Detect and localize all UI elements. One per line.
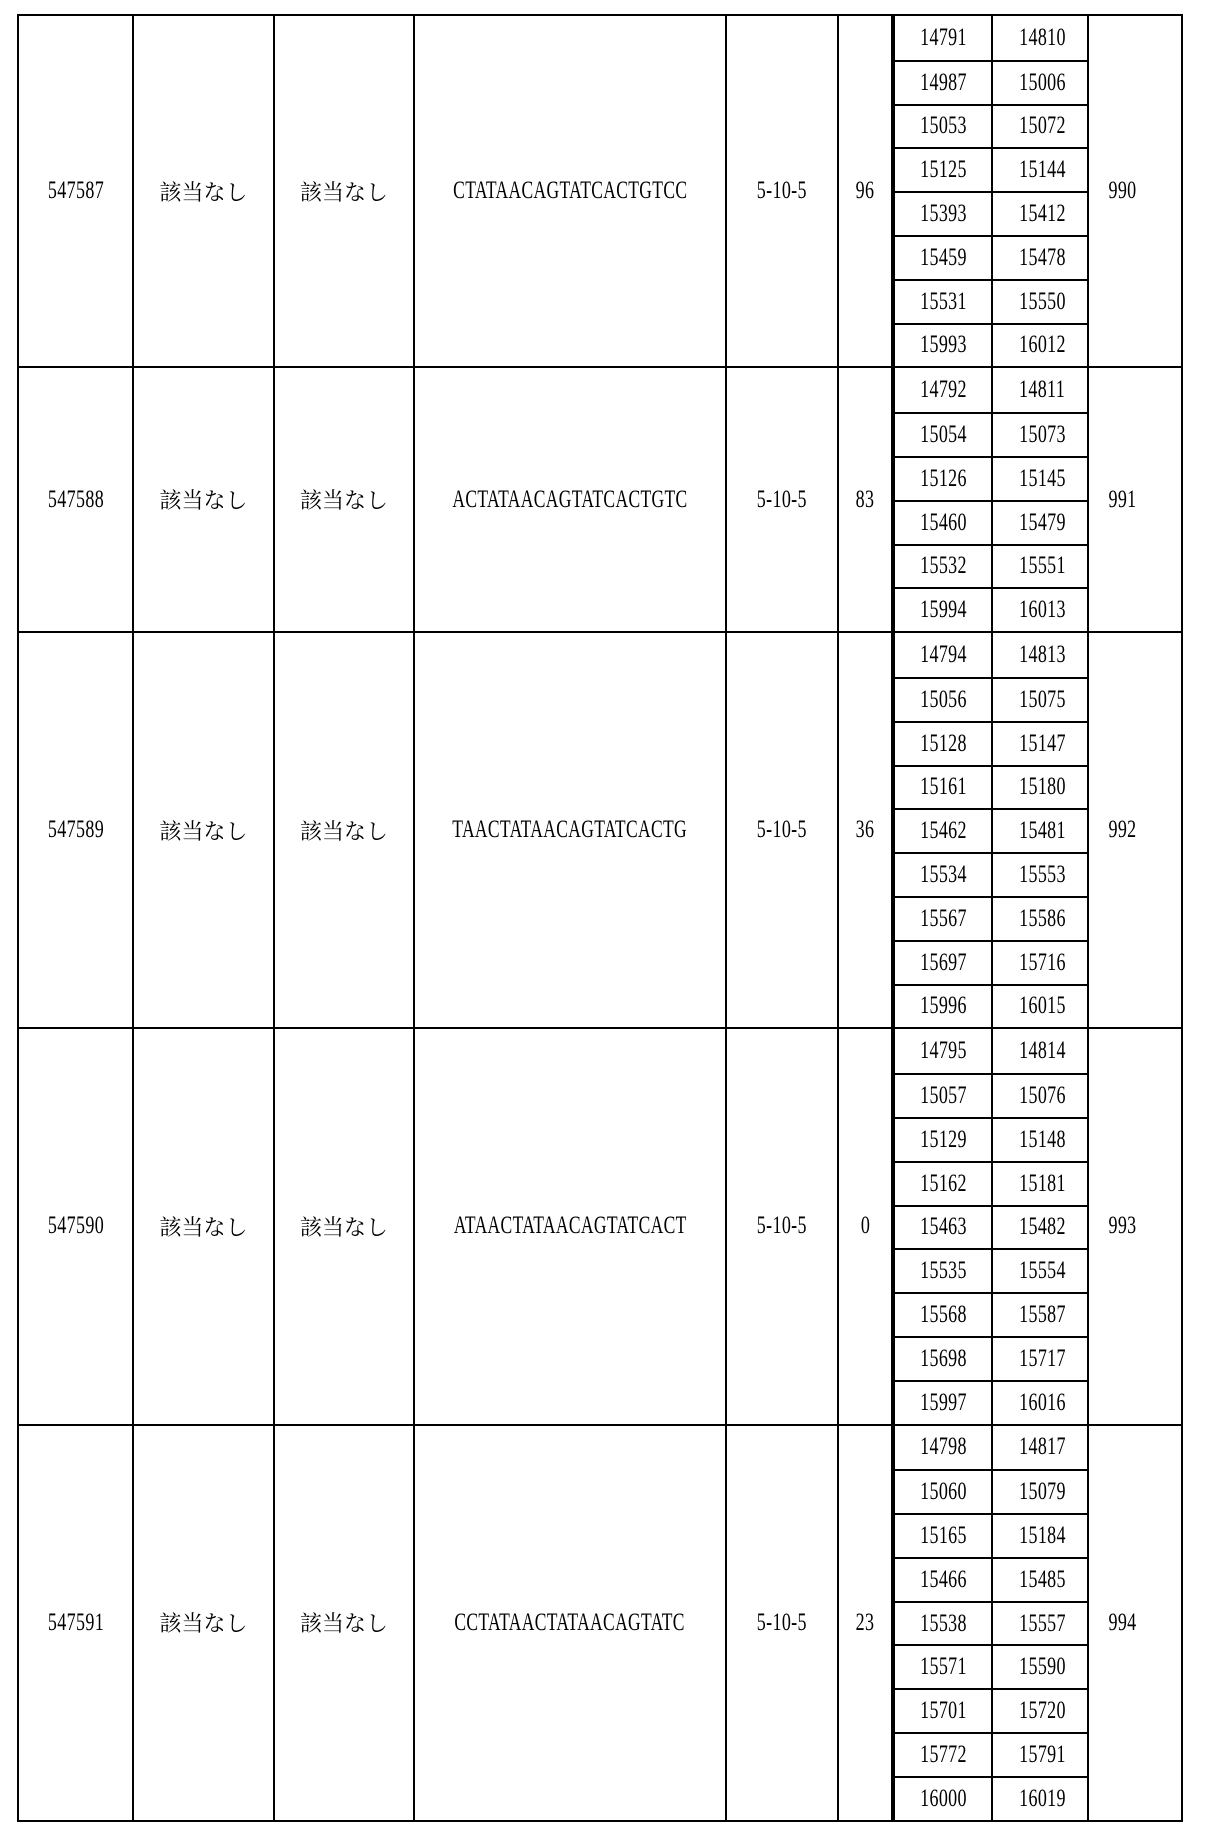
site-stop-text: 15551 bbox=[1018, 552, 1066, 580]
site-start-cell bbox=[895, 679, 993, 721]
site-stop-cell bbox=[993, 854, 1091, 896]
site-start-cell bbox=[895, 810, 993, 852]
seq-id-cell bbox=[1089, 633, 1187, 1027]
site-stop-text: 15145 bbox=[1018, 464, 1066, 492]
site-start-cell bbox=[895, 1294, 993, 1336]
site-start-cell bbox=[895, 1426, 993, 1470]
target-start-text: 該当なし bbox=[159, 180, 248, 206]
target-stop-cell bbox=[275, 16, 415, 366]
site-stop-cell bbox=[993, 1207, 1091, 1249]
site-row bbox=[895, 1117, 1087, 1161]
site-stop-text: 15590 bbox=[1018, 1653, 1066, 1681]
site-start-text: 15060 bbox=[919, 1478, 967, 1506]
site-row bbox=[895, 456, 1087, 500]
percent-inhibition-cell bbox=[839, 16, 893, 366]
site-start-cell bbox=[895, 589, 993, 631]
isis-number-cell bbox=[19, 633, 134, 1027]
site-start-text: 15165 bbox=[919, 1521, 967, 1549]
site-row bbox=[895, 1601, 1087, 1645]
target-start-cell bbox=[134, 633, 275, 1027]
seq-id-cell bbox=[1089, 1029, 1187, 1423]
site-start-text: 15129 bbox=[919, 1125, 967, 1153]
isis-number-cell bbox=[19, 368, 134, 631]
motif-cell bbox=[727, 368, 839, 631]
site-stop-text: 15148 bbox=[1018, 1125, 1066, 1153]
percent-inhibition-text: 23 bbox=[855, 1608, 875, 1636]
site-start-cell bbox=[895, 62, 993, 104]
isis-number-cell bbox=[19, 16, 134, 366]
motif-cell bbox=[727, 1029, 839, 1423]
target-start-cell bbox=[134, 16, 275, 366]
sequence-cell bbox=[415, 633, 727, 1027]
seq-id-cell bbox=[1089, 1426, 1187, 1820]
target-start-text: 該当なし bbox=[159, 1612, 248, 1638]
site-start-text: 15462 bbox=[919, 817, 967, 845]
site-stop-text: 14813 bbox=[1018, 641, 1066, 669]
site-start-cell bbox=[895, 1029, 993, 1073]
site-stop-cell bbox=[993, 1734, 1091, 1776]
site-row bbox=[895, 1688, 1087, 1732]
site-stop-text: 14814 bbox=[1018, 1037, 1066, 1065]
site-row bbox=[895, 1161, 1087, 1205]
site-start-text: 14791 bbox=[919, 23, 967, 51]
site-start-text: 15697 bbox=[919, 948, 967, 976]
site-row bbox=[895, 1776, 1087, 1820]
site-row bbox=[895, 1336, 1087, 1380]
site-row bbox=[895, 1469, 1087, 1513]
site-start-cell bbox=[895, 1207, 993, 1249]
site-stop-text: 15478 bbox=[1018, 243, 1066, 271]
site-stop-text: 15479 bbox=[1018, 508, 1066, 536]
site-start-text: 15531 bbox=[919, 287, 967, 315]
site-start-cell bbox=[895, 1515, 993, 1557]
site-start-text: 15054 bbox=[919, 421, 967, 449]
isis-no-text: 547589 bbox=[47, 816, 104, 844]
site-stop-text: 14811 bbox=[1018, 376, 1066, 404]
target-start-cell bbox=[134, 1426, 275, 1820]
isis-no-text: 547590 bbox=[47, 1212, 104, 1240]
site-stop-cell bbox=[993, 325, 1091, 367]
sequence-cell bbox=[415, 1029, 727, 1423]
seq-id-cell bbox=[1089, 368, 1187, 631]
site-stop-text: 15550 bbox=[1018, 287, 1066, 315]
site-row bbox=[895, 500, 1087, 544]
site-row bbox=[895, 104, 1087, 148]
site-start-text: 15993 bbox=[919, 331, 967, 359]
site-row bbox=[895, 1029, 1087, 1073]
motif-text: 5-10-5 bbox=[756, 177, 808, 205]
isis-no-text: 547588 bbox=[47, 485, 104, 513]
site-stop-cell bbox=[993, 502, 1091, 544]
site-stop-text: 15557 bbox=[1018, 1609, 1066, 1637]
site-row bbox=[895, 765, 1087, 809]
site-start-cell bbox=[895, 1250, 993, 1292]
site-row bbox=[895, 1292, 1087, 1336]
site-start-cell bbox=[895, 414, 993, 456]
site-start-cell bbox=[895, 1119, 993, 1161]
sequence-cell bbox=[415, 368, 727, 631]
site-start-cell bbox=[895, 633, 993, 677]
site-start-text: 15463 bbox=[919, 1213, 967, 1241]
site-row bbox=[895, 147, 1087, 191]
seq-id-no-text: 992 bbox=[1108, 816, 1137, 844]
oligonucleotide-table bbox=[17, 14, 1183, 1822]
target-start-text: 該当なし bbox=[159, 1215, 248, 1241]
site-start-text: 15535 bbox=[919, 1257, 967, 1285]
target-stop-text: 該当なし bbox=[299, 1612, 388, 1638]
site-row bbox=[895, 60, 1087, 104]
site-stop-text: 16013 bbox=[1018, 596, 1066, 624]
site-stop-cell bbox=[993, 898, 1091, 940]
site-row bbox=[895, 808, 1087, 852]
site-start-text: 14795 bbox=[919, 1037, 967, 1065]
sequence-text: TAACTATAACAGTATCACTG bbox=[452, 816, 688, 844]
target-start-text: 該当なし bbox=[159, 489, 248, 515]
site-stop-text: 15147 bbox=[1018, 729, 1066, 757]
site-stop-cell bbox=[993, 193, 1091, 235]
site-stop-cell bbox=[993, 16, 1091, 60]
motif-cell bbox=[727, 633, 839, 1027]
site-start-text: 15698 bbox=[919, 1344, 967, 1372]
site-start-text: 14794 bbox=[919, 641, 967, 669]
site-start-text: 15772 bbox=[919, 1740, 967, 1768]
site-stop-cell bbox=[993, 1029, 1091, 1073]
site-stop-text: 15717 bbox=[1018, 1344, 1066, 1372]
site-row bbox=[895, 235, 1087, 279]
table-row bbox=[19, 1424, 1181, 1820]
site-row bbox=[895, 1732, 1087, 1776]
site-start-cell bbox=[895, 1075, 993, 1117]
site-stop-text: 15554 bbox=[1018, 1257, 1066, 1285]
site-start-text: 15466 bbox=[919, 1565, 967, 1593]
site-stop-text: 15073 bbox=[1018, 421, 1066, 449]
sequence-cell bbox=[415, 16, 727, 366]
site-start-cell bbox=[895, 1338, 993, 1380]
site-stop-cell bbox=[993, 1559, 1091, 1601]
motif-text: 5-10-5 bbox=[756, 1608, 808, 1636]
site-stop-text: 14817 bbox=[1018, 1433, 1066, 1461]
site-stop-cell bbox=[993, 546, 1091, 588]
site-start-cell bbox=[895, 767, 993, 809]
percent-inhibition-cell bbox=[839, 1426, 893, 1820]
site-stop-cell bbox=[993, 1338, 1091, 1380]
percent-inhibition-cell bbox=[839, 368, 893, 631]
site-stop-cell bbox=[993, 237, 1091, 279]
site-stop-cell bbox=[993, 1646, 1091, 1688]
seq-id-no-text: 991 bbox=[1108, 485, 1137, 513]
target-start-cell bbox=[134, 1029, 275, 1423]
site-stop-text: 15485 bbox=[1018, 1565, 1066, 1593]
target-sites-subtable bbox=[893, 1426, 1089, 1820]
site-stop-cell bbox=[993, 1690, 1091, 1732]
site-stop-cell bbox=[993, 1426, 1091, 1470]
site-row bbox=[895, 940, 1087, 984]
site-start-text: 15532 bbox=[919, 552, 967, 580]
site-stop-text: 15586 bbox=[1018, 904, 1066, 932]
site-start-text: 15996 bbox=[919, 992, 967, 1020]
site-stop-cell bbox=[993, 1382, 1091, 1424]
site-start-cell bbox=[895, 1471, 993, 1513]
site-row bbox=[895, 1073, 1087, 1117]
site-start-text: 15125 bbox=[919, 156, 967, 184]
percent-inhibition-text: 96 bbox=[855, 177, 875, 205]
target-stop-cell bbox=[275, 1029, 415, 1423]
site-stop-cell bbox=[993, 1075, 1091, 1117]
site-start-cell bbox=[895, 237, 993, 279]
site-row bbox=[895, 1644, 1087, 1688]
site-start-cell bbox=[895, 1646, 993, 1688]
percent-inhibition-cell bbox=[839, 633, 893, 1027]
site-start-text: 14798 bbox=[919, 1433, 967, 1461]
site-start-text: 15161 bbox=[919, 773, 967, 801]
site-start-cell bbox=[895, 546, 993, 588]
target-sites-subtable bbox=[893, 633, 1089, 1027]
site-start-cell bbox=[895, 106, 993, 148]
site-stop-text: 16016 bbox=[1018, 1388, 1066, 1416]
motif-cell bbox=[727, 1426, 839, 1820]
percent-inhibition-text: 0 bbox=[860, 1212, 870, 1240]
site-stop-cell bbox=[993, 1515, 1091, 1557]
site-start-cell bbox=[895, 458, 993, 500]
site-start-text: 15053 bbox=[919, 112, 967, 140]
site-start-text: 14987 bbox=[919, 68, 967, 96]
motif-cell bbox=[727, 16, 839, 366]
site-row bbox=[895, 279, 1087, 323]
site-start-text: 15538 bbox=[919, 1609, 967, 1637]
site-start-cell bbox=[895, 368, 993, 412]
site-stop-cell bbox=[993, 1119, 1091, 1161]
target-stop-cell bbox=[275, 633, 415, 1027]
site-stop-text: 15587 bbox=[1018, 1301, 1066, 1328]
site-stop-cell bbox=[993, 149, 1091, 191]
site-start-cell bbox=[895, 898, 993, 940]
site-start-cell bbox=[895, 1559, 993, 1601]
table-row bbox=[19, 1027, 1181, 1423]
site-stop-cell bbox=[993, 589, 1091, 631]
isis-number-cell bbox=[19, 1426, 134, 1820]
target-stop-text: 該当なし bbox=[299, 819, 388, 845]
site-stop-text: 15720 bbox=[1018, 1697, 1066, 1725]
site-stop-cell bbox=[993, 1250, 1091, 1292]
site-stop-text: 15553 bbox=[1018, 861, 1066, 889]
site-stop-text: 16012 bbox=[1018, 331, 1066, 359]
target-stop-cell bbox=[275, 1426, 415, 1820]
motif-text: 5-10-5 bbox=[756, 1212, 808, 1240]
seq-id-no-text: 994 bbox=[1108, 1608, 1137, 1636]
site-stop-cell bbox=[993, 1471, 1091, 1513]
sequence-text: CTATAACAGTATCACTGTCC bbox=[452, 177, 688, 205]
site-stop-cell bbox=[993, 679, 1091, 721]
site-start-cell bbox=[895, 1690, 993, 1732]
site-stop-cell bbox=[993, 1603, 1091, 1645]
site-start-cell bbox=[895, 502, 993, 544]
percent-inhibition-cell bbox=[839, 1029, 893, 1423]
site-stop-cell bbox=[993, 1778, 1091, 1820]
target-start-cell bbox=[134, 368, 275, 631]
site-row bbox=[895, 412, 1087, 456]
sequence-text: CCTATAACTATAACAGTATC bbox=[454, 1608, 686, 1636]
target-sites-subtable bbox=[893, 368, 1089, 631]
site-start-cell bbox=[895, 149, 993, 191]
site-stop-text: 16019 bbox=[1018, 1784, 1066, 1812]
site-row bbox=[895, 1205, 1087, 1249]
isis-no-text: 547587 bbox=[47, 177, 104, 205]
target-sites-subtable bbox=[893, 16, 1089, 366]
site-stop-text: 15144 bbox=[1018, 156, 1066, 184]
site-start-text: 15126 bbox=[919, 464, 967, 492]
site-start-cell bbox=[895, 1603, 993, 1645]
site-stop-cell bbox=[993, 1163, 1091, 1205]
site-row bbox=[895, 1380, 1087, 1424]
site-start-cell bbox=[895, 986, 993, 1028]
table-row bbox=[19, 631, 1181, 1027]
table-row bbox=[19, 16, 1181, 366]
site-start-text: 15393 bbox=[919, 200, 967, 228]
site-row bbox=[895, 544, 1087, 588]
site-row bbox=[895, 896, 1087, 940]
site-start-text: 15128 bbox=[919, 729, 967, 757]
site-stop-text: 15791 bbox=[1018, 1740, 1066, 1768]
seq-id-no-text: 993 bbox=[1108, 1212, 1137, 1240]
site-stop-cell bbox=[993, 633, 1091, 677]
percent-inhibition-text: 36 bbox=[855, 816, 875, 844]
site-start-text: 15057 bbox=[919, 1082, 967, 1110]
site-stop-text: 14810 bbox=[1018, 23, 1066, 51]
site-start-text: 15459 bbox=[919, 243, 967, 271]
site-start-cell bbox=[895, 1163, 993, 1205]
site-start-text: 15571 bbox=[919, 1653, 967, 1681]
target-start-text: 該当なし bbox=[159, 819, 248, 845]
site-start-text: 14792 bbox=[919, 376, 967, 404]
motif-text: 5-10-5 bbox=[756, 485, 808, 513]
site-stop-text: 15716 bbox=[1018, 948, 1066, 976]
target-stop-text: 該当なし bbox=[299, 180, 388, 206]
site-stop-text: 15079 bbox=[1018, 1478, 1066, 1506]
site-stop-text: 15076 bbox=[1018, 1082, 1066, 1110]
site-stop-text: 15481 bbox=[1018, 817, 1066, 845]
site-row bbox=[895, 1513, 1087, 1557]
site-stop-cell bbox=[993, 1294, 1091, 1336]
site-stop-text: 15482 bbox=[1018, 1213, 1066, 1241]
site-start-text: 15997 bbox=[919, 1388, 967, 1416]
sequence-cell bbox=[415, 1426, 727, 1820]
table-row bbox=[19, 366, 1181, 631]
site-start-text: 15567 bbox=[919, 904, 967, 932]
site-start-cell bbox=[895, 1778, 993, 1820]
site-start-cell bbox=[895, 723, 993, 765]
site-start-cell bbox=[895, 942, 993, 984]
site-start-cell bbox=[895, 1734, 993, 1776]
site-row bbox=[895, 191, 1087, 235]
seq-id-no-text: 990 bbox=[1108, 177, 1137, 205]
site-row bbox=[895, 368, 1087, 412]
site-start-text: 15460 bbox=[919, 508, 967, 536]
site-stop-text: 15412 bbox=[1018, 200, 1066, 228]
site-stop-cell bbox=[993, 767, 1091, 809]
site-stop-cell bbox=[993, 723, 1091, 765]
site-row bbox=[895, 852, 1087, 896]
site-stop-text: 15181 bbox=[1018, 1169, 1066, 1197]
site-stop-cell bbox=[993, 281, 1091, 323]
site-start-text: 15162 bbox=[919, 1169, 967, 1197]
target-stop-text: 該当なし bbox=[299, 489, 388, 515]
site-stop-cell bbox=[993, 942, 1091, 984]
site-stop-cell bbox=[993, 810, 1091, 852]
site-row bbox=[895, 587, 1087, 631]
site-start-text: 15994 bbox=[919, 596, 967, 624]
site-stop-cell bbox=[993, 414, 1091, 456]
site-row bbox=[895, 1557, 1087, 1601]
site-row bbox=[895, 1426, 1087, 1470]
target-stop-text: 該当なし bbox=[299, 1215, 388, 1241]
site-start-cell bbox=[895, 16, 993, 60]
site-start-cell bbox=[895, 1382, 993, 1424]
site-start-text: 15534 bbox=[919, 861, 967, 889]
site-stop-text: 16015 bbox=[1018, 992, 1066, 1020]
target-stop-cell bbox=[275, 368, 415, 631]
site-start-cell bbox=[895, 281, 993, 323]
percent-inhibition-text: 83 bbox=[855, 485, 875, 513]
site-row bbox=[895, 984, 1087, 1028]
site-stop-cell bbox=[993, 106, 1091, 148]
site-stop-cell bbox=[993, 368, 1091, 412]
site-row bbox=[895, 323, 1087, 367]
site-stop-text: 15072 bbox=[1018, 112, 1066, 140]
site-stop-text: 15006 bbox=[1018, 68, 1066, 96]
isis-number-cell bbox=[19, 1029, 134, 1423]
sequence-text: ACTATAACAGTATCACTGTC bbox=[452, 485, 688, 513]
site-row bbox=[895, 721, 1087, 765]
site-start-text: 16000 bbox=[919, 1784, 967, 1812]
motif-text: 5-10-5 bbox=[756, 816, 808, 844]
site-stop-text: 15075 bbox=[1018, 685, 1066, 713]
isis-no-text: 547591 bbox=[47, 1608, 104, 1636]
target-sites-subtable bbox=[893, 1029, 1089, 1423]
site-stop-text: 15184 bbox=[1018, 1521, 1066, 1549]
site-stop-text: 15180 bbox=[1018, 773, 1066, 801]
site-start-cell bbox=[895, 325, 993, 367]
site-start-text: 15056 bbox=[919, 685, 967, 713]
site-start-text: 15568 bbox=[919, 1301, 967, 1328]
site-stop-cell bbox=[993, 62, 1091, 104]
site-start-cell bbox=[895, 854, 993, 896]
site-row bbox=[895, 1248, 1087, 1292]
site-stop-cell bbox=[993, 458, 1091, 500]
sequence-text: ATAACTATAACAGTATCACT bbox=[453, 1212, 687, 1240]
site-row bbox=[895, 16, 1087, 60]
site-start-text: 15701 bbox=[919, 1697, 967, 1725]
site-row bbox=[895, 633, 1087, 677]
site-stop-cell bbox=[993, 986, 1091, 1028]
site-row bbox=[895, 677, 1087, 721]
site-start-cell bbox=[895, 193, 993, 235]
seq-id-cell bbox=[1089, 16, 1187, 366]
